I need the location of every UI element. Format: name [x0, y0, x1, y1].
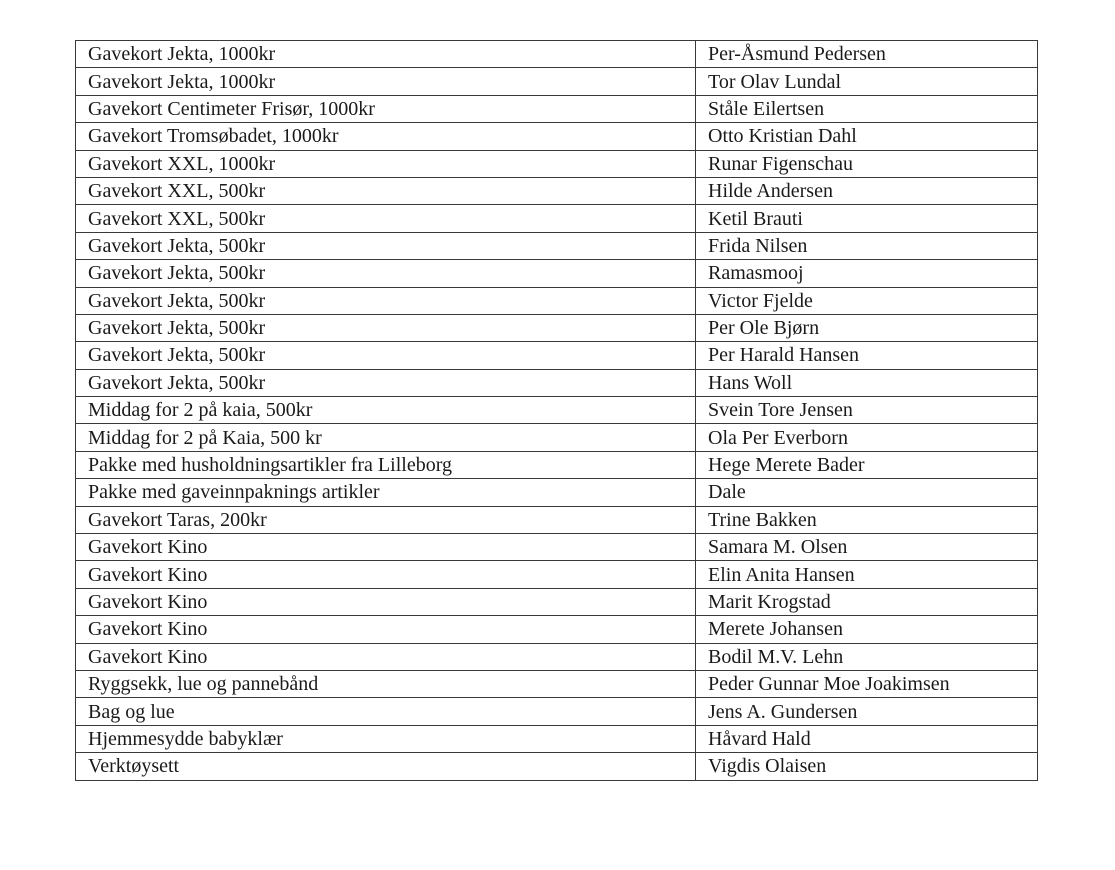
table-row	[76, 753, 1038, 780]
prize-cell: Ryggsekk, lue og pannebånd	[76, 670, 696, 697]
winner-cell: Trine Bakken	[696, 506, 1038, 533]
winner-cell: Svein Tore Jensen	[696, 397, 1038, 424]
table-row	[76, 643, 1038, 670]
table-row	[76, 342, 1038, 369]
prize-cell: Gavekort Jekta, 1000kr	[76, 41, 696, 68]
table-row	[76, 534, 1038, 561]
prize-cell: Gavekort Tromsøbadet, 1000kr	[76, 123, 696, 150]
winner-cell: Vigdis Olaisen	[696, 753, 1038, 780]
prize-cell: Gavekort Kino	[76, 616, 696, 643]
winner-cell: Otto Kristian Dahl	[696, 123, 1038, 150]
table-row	[76, 314, 1038, 341]
table-row	[76, 616, 1038, 643]
prize-cell: Bag og lue	[76, 698, 696, 725]
winner-cell: Per-Åsmund Pedersen	[696, 41, 1038, 68]
prize-cell: Pakke med gaveinnpaknings artikler	[76, 479, 696, 506]
prize-cell: Gavekort Jekta, 500kr	[76, 232, 696, 259]
winner-cell: Samara M. Olsen	[696, 534, 1038, 561]
prize-cell: Gavekort Kino	[76, 588, 696, 615]
winner-cell: Ketil Brauti	[696, 205, 1038, 232]
winner-cell: Victor Fjelde	[696, 287, 1038, 314]
winner-cell: Runar Figenschau	[696, 150, 1038, 177]
table-row	[76, 177, 1038, 204]
winner-cell: Håvard Hald	[696, 725, 1038, 752]
table-row	[76, 150, 1038, 177]
winner-cell: Per Harald Hansen	[696, 342, 1038, 369]
winner-cell: Peder Gunnar Moe Joakimsen	[696, 670, 1038, 697]
winner-cell: Hege Merete Bader	[696, 451, 1038, 478]
winner-cell: Elin Anita Hansen	[696, 561, 1038, 588]
table-row	[76, 205, 1038, 232]
prize-cell: Hjemmesydde babyklær	[76, 725, 696, 752]
prize-cell: Gavekort Jekta, 1000kr	[76, 68, 696, 95]
prize-winner-table	[75, 40, 1038, 781]
table-row	[76, 287, 1038, 314]
table-row	[76, 95, 1038, 122]
prize-cell: Gavekort Kino	[76, 561, 696, 588]
winner-cell: Tor Olav Lundal	[696, 68, 1038, 95]
prize-cell: Gavekort Jekta, 500kr	[76, 369, 696, 396]
winner-cell: Marit Krogstad	[696, 588, 1038, 615]
prize-cell: Middag for 2 på Kaia, 500 kr	[76, 424, 696, 451]
prize-cell: Gavekort Jekta, 500kr	[76, 314, 696, 341]
prize-cell: Middag for 2 på kaia, 500kr	[76, 397, 696, 424]
winner-cell: Per Ole Bjørn	[696, 314, 1038, 341]
winner-cell: Ståle Eilertsen	[696, 95, 1038, 122]
table-row	[76, 424, 1038, 451]
winner-cell: Bodil M.V. Lehn	[696, 643, 1038, 670]
table-row	[76, 561, 1038, 588]
table-body	[76, 41, 1038, 781]
table-row	[76, 670, 1038, 697]
winner-cell: Dale	[696, 479, 1038, 506]
prize-cell: Pakke med husholdningsartikler fra Lilleborg	[76, 451, 696, 478]
table-row	[76, 506, 1038, 533]
prize-cell: Gavekort XXL, 500kr	[76, 205, 696, 232]
prize-cell: Gavekort XXL, 1000kr	[76, 150, 696, 177]
table-row	[76, 397, 1038, 424]
table-row	[76, 68, 1038, 95]
prize-cell: Gavekort Kino	[76, 643, 696, 670]
winner-cell: Ola Per Everborn	[696, 424, 1038, 451]
prize-cell: Verktøysett	[76, 753, 696, 780]
table-row	[76, 725, 1038, 752]
winner-cell: Merete Johansen	[696, 616, 1038, 643]
table-row	[76, 232, 1038, 259]
winner-cell: Frida Nilsen	[696, 232, 1038, 259]
winner-cell: Hilde Andersen	[696, 177, 1038, 204]
table-row	[76, 451, 1038, 478]
table-row	[76, 479, 1038, 506]
table-row	[76, 588, 1038, 615]
winner-cell: Ramasmooj	[696, 260, 1038, 287]
prize-cell: Gavekort Kino	[76, 534, 696, 561]
table-row	[76, 698, 1038, 725]
prize-cell: Gavekort XXL, 500kr	[76, 177, 696, 204]
prize-cell: Gavekort Centimeter Frisør, 1000kr	[76, 95, 696, 122]
winner-cell: Jens A. Gundersen	[696, 698, 1038, 725]
table-row	[76, 41, 1038, 68]
prize-cell: Gavekort Taras, 200kr	[76, 506, 696, 533]
prize-cell: Gavekort Jekta, 500kr	[76, 260, 696, 287]
table-row	[76, 260, 1038, 287]
table-row	[76, 123, 1038, 150]
prize-cell: Gavekort Jekta, 500kr	[76, 342, 696, 369]
winner-cell: Hans Woll	[696, 369, 1038, 396]
table-row	[76, 369, 1038, 396]
prize-cell: Gavekort Jekta, 500kr	[76, 287, 696, 314]
